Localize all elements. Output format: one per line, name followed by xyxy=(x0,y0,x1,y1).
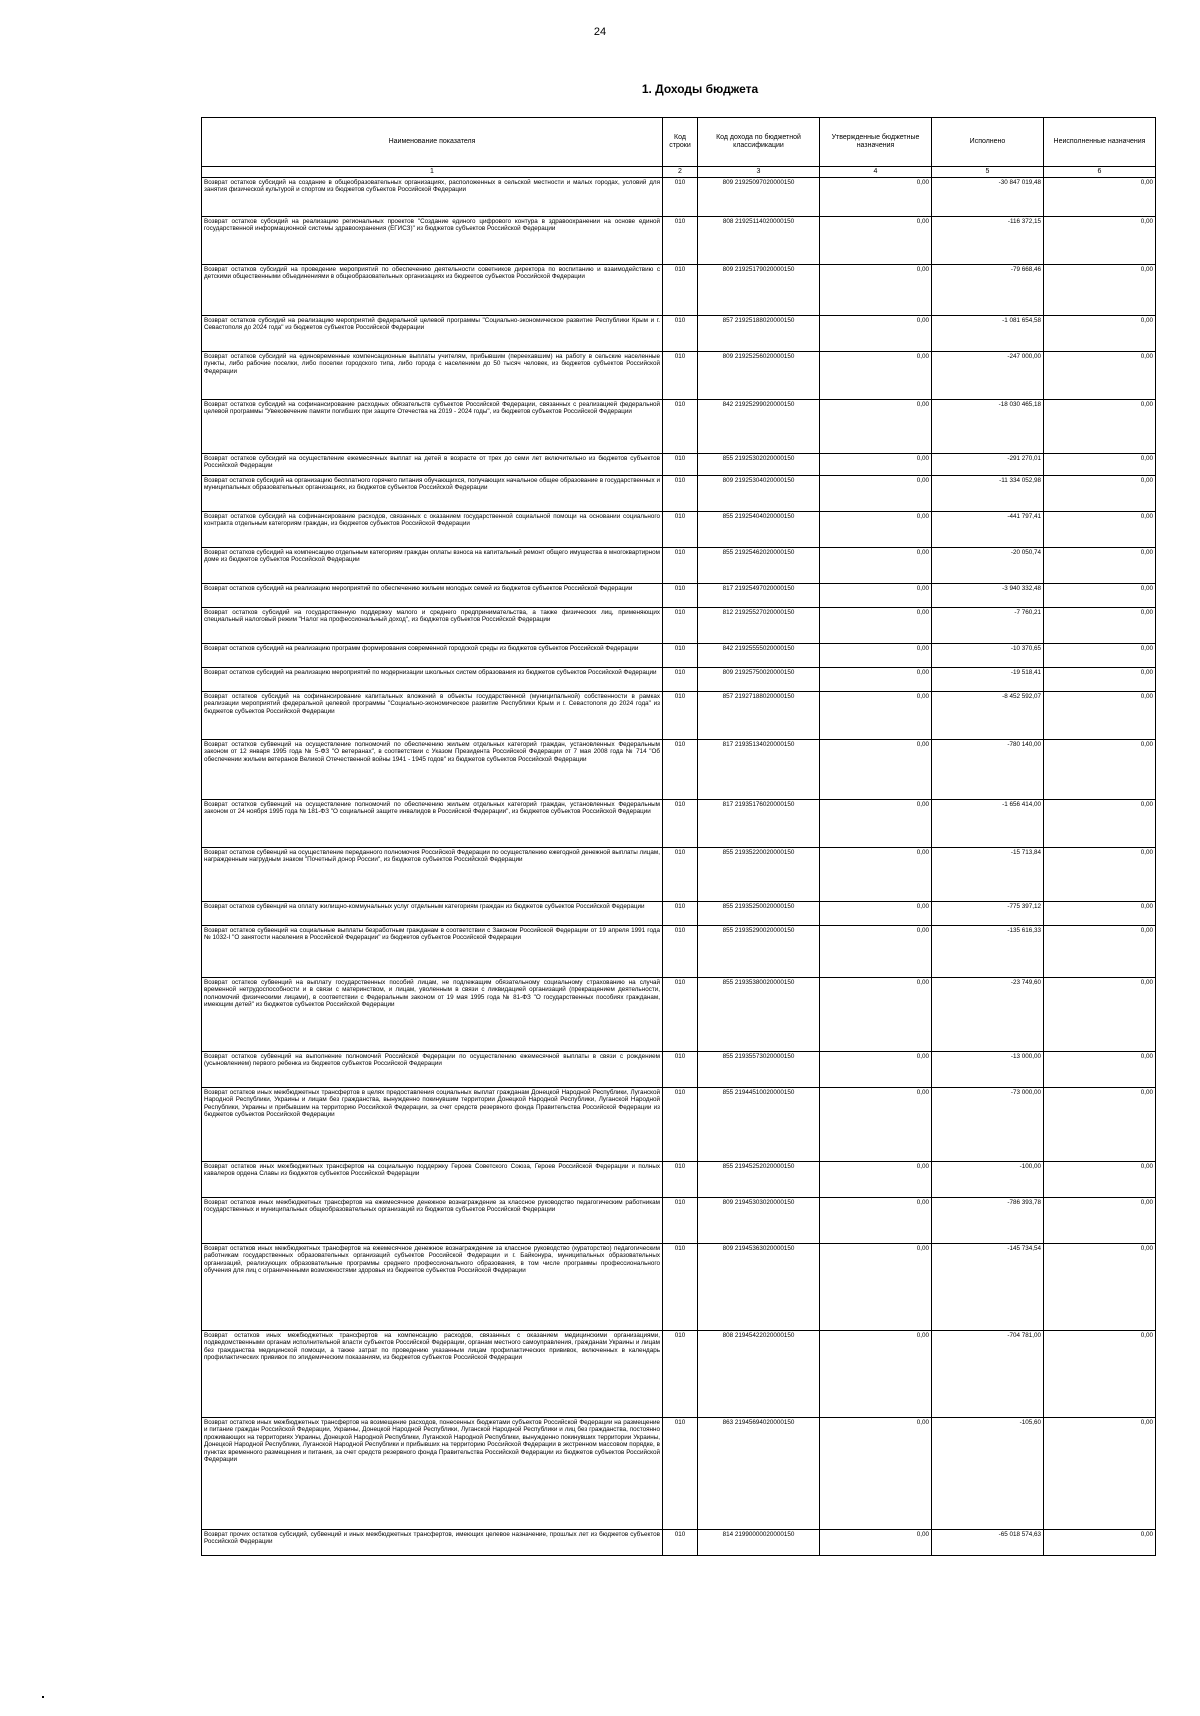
row-executed: -7 760,21 xyxy=(932,608,1044,644)
table-row xyxy=(202,178,1156,217)
row-income-code: 863 21945694020000150 xyxy=(698,1418,820,1530)
row-unexecuted: 0,00 xyxy=(1044,454,1156,476)
row-name: Возврат остатков субсидий на реализацию региональных проектов "Создание единого цифрового контура в здравоохранении на основе единой государственной информационной системы здравоохранения (ЕГИСЗ)" из бюджетов субъектов Российской Федерации xyxy=(202,217,663,265)
row-name: Возврат остатков субвенций на осуществление переданного полномочия Российской Федерации по осуществлению ежегодной денежной выплаты лицам, награжденным нагрудным знаком "Почетный донор России", из бюджетов субъектов Российской Федерации xyxy=(202,848,663,902)
row-line-code: 010 xyxy=(663,644,698,668)
row-unexecuted: 0,00 xyxy=(1044,1244,1156,1331)
table-row xyxy=(202,217,1156,265)
row-unexecuted: 0,00 xyxy=(1044,548,1156,584)
row-name: Возврат остатков субсидий на единовременные компенсационные выплаты учителям, прибывшим (переехавшим) на работу в сельские населенные пункты, либо рабочие поселки, либо поселки городского типа, либо города с населением до 50 тысяч человек, из бюджетов субъектов Российской Федерации xyxy=(202,352,663,400)
row-executed: -1 081 654,58 xyxy=(932,316,1044,352)
row-unexecuted: 0,00 xyxy=(1044,800,1156,848)
row-income-code: 809 21925304020000150 xyxy=(698,476,820,512)
row-executed: -105,60 xyxy=(932,1418,1044,1530)
row-unexecuted: 0,00 xyxy=(1044,512,1156,548)
row-line-code: 010 xyxy=(663,454,698,476)
row-line-code: 010 xyxy=(663,800,698,848)
row-executed: -247 000,00 xyxy=(932,352,1044,400)
row-approved: 0,00 xyxy=(820,692,932,740)
row-unexecuted: 0,00 xyxy=(1044,217,1156,265)
col-number: 3 xyxy=(698,167,820,178)
row-approved: 0,00 xyxy=(820,1198,932,1244)
row-approved: 0,00 xyxy=(820,584,932,608)
row-unexecuted: 0,00 xyxy=(1044,265,1156,316)
row-name: Возврат остатков субвенций на осуществление полномочий по обеспечению жильем отдельных категорий граждан, установленных Федеральным законом от 12 января 1995 года № 5-ФЗ "О ветеранах", в соответствии с Указом Президента Российской Федерации от 7 мая 2008 года № 714 "Об обеспечении жильем ветеранов Великой Отечественной войны 1941 - 1945 годов" из бюджетов субъектов Российской Федерации xyxy=(202,740,663,800)
row-executed: -100,00 xyxy=(932,1162,1044,1198)
col-number: 2 xyxy=(663,167,698,178)
row-approved: 0,00 xyxy=(820,265,932,316)
row-approved: 0,00 xyxy=(820,1530,932,1556)
col-header-executed: Исполнено xyxy=(932,118,1044,167)
table-row xyxy=(202,400,1156,454)
row-unexecuted: 0,00 xyxy=(1044,668,1156,692)
row-income-code: 809 21945303020000150 xyxy=(698,1198,820,1244)
row-unexecuted: 0,00 xyxy=(1044,584,1156,608)
table-row xyxy=(202,548,1156,584)
income-table xyxy=(201,117,1156,1556)
row-approved: 0,00 xyxy=(820,217,932,265)
row-line-code: 010 xyxy=(663,1244,698,1331)
table-row xyxy=(202,668,1156,692)
row-income-code: 842 21925299020000150 xyxy=(698,400,820,454)
row-approved: 0,00 xyxy=(820,476,932,512)
row-approved: 0,00 xyxy=(820,316,932,352)
row-approved: 0,00 xyxy=(820,800,932,848)
row-line-code: 010 xyxy=(663,1052,698,1088)
row-line-code: 010 xyxy=(663,740,698,800)
row-executed: -775 397,12 xyxy=(932,902,1044,926)
table-row xyxy=(202,1162,1156,1198)
row-income-code: 809 21925179020000150 xyxy=(698,265,820,316)
table-row xyxy=(202,692,1156,740)
row-approved: 0,00 xyxy=(820,1331,932,1418)
row-executed: -73 000,00 xyxy=(932,1088,1044,1162)
row-income-code: 817 21935134020000150 xyxy=(698,740,820,800)
table-row xyxy=(202,800,1156,848)
row-unexecuted: 0,00 xyxy=(1044,1418,1156,1530)
row-line-code: 010 xyxy=(663,978,698,1052)
table-row xyxy=(202,316,1156,352)
row-line-code: 010 xyxy=(663,1331,698,1418)
row-unexecuted: 0,00 xyxy=(1044,178,1156,217)
row-line-code: 010 xyxy=(663,476,698,512)
row-name: Возврат остатков субсидий на софинансирование расходов, связанных с оказанием государственной социальной помощи на основании социального контракта отдельным категориям граждан, из бюджетов субъектов Российской Федерации xyxy=(202,512,663,548)
row-unexecuted: 0,00 xyxy=(1044,848,1156,902)
row-name: Возврат остатков субсидий на реализацию мероприятий по модернизации школьных систем образования из бюджетов субъектов Российской Федерации xyxy=(202,668,663,692)
row-unexecuted: 0,00 xyxy=(1044,978,1156,1052)
row-line-code: 010 xyxy=(663,352,698,400)
row-name: Возврат остатков субсидий на проведение мероприятий по обеспечению деятельности советников директора по воспитанию и взаимодействию с детскими общественными объединениями в общеобразовательных организациях из бюджетов субъектов Российской Федерации xyxy=(202,265,663,316)
row-name: Возврат остатков субсидий на компенсацию отдельным категориям граждан оплаты взноса на капитальный ремонт общего имущества в многоквартирном доме из бюджетов субъектов Российской Федерации xyxy=(202,548,663,584)
row-name: Возврат остатков иных межбюджетных трансфертов в целях предоставления социальных выплат гражданам Донецкой Народной Республики, Луганской Народной Республики, Украины и лицам без гражданства, вынужденно покинувшим территории Донецкой Народной Республики, Луганской Народной Республики, Украины и прибывшим на территорию Российской Федерации, за счет средств резервного фонда Правительства Российской Федерации из бюджетов субъектов Российской Федерации xyxy=(202,1088,663,1162)
col-number: 4 xyxy=(820,167,932,178)
row-line-code: 010 xyxy=(663,316,698,352)
row-approved: 0,00 xyxy=(820,1162,932,1198)
row-executed: -291 270,01 xyxy=(932,454,1044,476)
row-line-code: 010 xyxy=(663,692,698,740)
table-row xyxy=(202,926,1156,978)
row-approved: 0,00 xyxy=(820,178,932,217)
row-executed: -3 940 332,48 xyxy=(932,584,1044,608)
table-row xyxy=(202,265,1156,316)
table-row xyxy=(202,1331,1156,1418)
row-income-code: 809 21925256020000150 xyxy=(698,352,820,400)
row-executed: -15 713,84 xyxy=(932,848,1044,902)
table-row xyxy=(202,584,1156,608)
table-row xyxy=(202,740,1156,800)
scan-mark xyxy=(42,1696,44,1698)
row-unexecuted: 0,00 xyxy=(1044,1198,1156,1244)
row-name: Возврат остатков субсидий на реализацию программ формирования современной городской среды из бюджетов субъектов Российской Федерации xyxy=(202,644,663,668)
row-line-code: 010 xyxy=(663,1530,698,1556)
row-income-code: 809 21925750020000150 xyxy=(698,668,820,692)
row-unexecuted: 0,00 xyxy=(1044,644,1156,668)
row-executed: -10 370,65 xyxy=(932,644,1044,668)
row-name: Возврат остатков субсидий на организацию бесплатного горячего питания обучающихся, получающих начальное общее образование в государственных и муниципальных образовательных организациях, из бюджетов субъектов Российской Федерации xyxy=(202,476,663,512)
row-name: Возврат остатков субсидий на софинансирование расходных обязательств субъектов Российской Федерации, связанных с реализацией федеральной целевой программы "Увековечение памяти погибших при защите Отечества на 2019 - 2024 годы", из бюджетов субъектов Российской Федерации xyxy=(202,400,663,454)
row-unexecuted: 0,00 xyxy=(1044,692,1156,740)
table-row xyxy=(202,978,1156,1052)
row-name: Возврат остатков субвенций на оплату жилищно-коммунальных услуг отдельным категориям граждан из бюджетов субъектов Российской Федерации xyxy=(202,902,663,926)
row-approved: 0,00 xyxy=(820,1052,932,1088)
row-executed: -11 334 052,98 xyxy=(932,476,1044,512)
section-title: 1. Доходы бюджета xyxy=(641,82,759,96)
row-income-code: 809 21925097020000150 xyxy=(698,178,820,217)
row-approved: 0,00 xyxy=(820,1244,932,1331)
row-line-code: 010 xyxy=(663,1418,698,1530)
col-header-unexecuted: Неисполненные назначения xyxy=(1044,118,1156,167)
row-executed: -20 050,74 xyxy=(932,548,1044,584)
table-row xyxy=(202,1244,1156,1331)
row-executed: -30 847 019,48 xyxy=(932,178,1044,217)
row-executed: -786 393,78 xyxy=(932,1198,1044,1244)
row-line-code: 010 xyxy=(663,512,698,548)
row-line-code: 010 xyxy=(663,848,698,902)
row-name: Возврат остатков субвенций на социальные выплаты безработным гражданам в соответствии с Законом Российской Федерации от 19 апреля 1991 года № 1032-I "О занятости населения в Российской Федерации" из бюджетов субъектов Российской Федерации xyxy=(202,926,663,978)
table-row xyxy=(202,1088,1156,1162)
row-name: Возврат остатков субсидий на создание в общеобразовательных организациях, расположенных в сельской местности и малых городах, условий для занятия физической культурой и спортом из бюджетов субъектов Российской Федерации xyxy=(202,178,663,217)
row-executed: -23 749,60 xyxy=(932,978,1044,1052)
row-income-code: 855 21944510020000150 xyxy=(698,1088,820,1162)
row-executed: -65 018 574,63 xyxy=(932,1530,1044,1556)
row-approved: 0,00 xyxy=(820,902,932,926)
table-header xyxy=(202,118,1156,178)
row-name: Возврат остатков субвенций на осуществление полномочий по обеспечению жильем отдельных категорий граждан, установленных Федеральным законом от 24 ноября 1995 года № 181-ФЗ "О социальной защите инвалидов в Российской Федерации", из бюджетов субъектов Российской Федерации xyxy=(202,800,663,848)
row-income-code: 855 21935250020000150 xyxy=(698,902,820,926)
col-number: 5 xyxy=(932,167,1044,178)
row-name: Возврат остатков субвенций на выполнение полномочий Российской Федерации по осуществлению ежемесячной выплаты в связи с рождением (усыновлением) первого ребенка из бюджетов субъектов Российской Федерации xyxy=(202,1052,663,1088)
row-line-code: 010 xyxy=(663,926,698,978)
row-income-code: 855 21925462020000150 xyxy=(698,548,820,584)
table-row xyxy=(202,352,1156,400)
row-name: Возврат остатков субвенций на выплату государственных пособий лицам, не подлежащим обязательному социальному страхованию на случай временной нетрудоспособности и в связи с материнством, и лицам, уволенным в связи с ликвидацией организаций (прекращением деятельности, полномочий физическими лицами), в соответствии с Федеральным законом от 19 мая 1995 года № 81-ФЗ "О государственных пособиях гражданам, имеющим детей" из бюджетов субъектов Российской Федерации xyxy=(202,978,663,1052)
row-approved: 0,00 xyxy=(820,400,932,454)
row-executed: -8 452 592,07 xyxy=(932,692,1044,740)
row-income-code: 855 21935573020000150 xyxy=(698,1052,820,1088)
row-unexecuted: 0,00 xyxy=(1044,476,1156,512)
row-executed: -19 518,41 xyxy=(932,668,1044,692)
row-income-code: 855 21925404020000150 xyxy=(698,512,820,548)
row-name: Возврат остатков иных межбюджетных трансфертов на социальную поддержку Героев Советского Союза, Героев Российской Федерации и полных кавалеров ордена Славы из бюджетов субъектов Российской Федерации xyxy=(202,1162,663,1198)
row-line-code: 010 xyxy=(663,548,698,584)
row-line-code: 010 xyxy=(663,1162,698,1198)
row-line-code: 010 xyxy=(663,178,698,217)
page-number: 24 xyxy=(593,26,607,38)
row-executed: -116 372,15 xyxy=(932,217,1044,265)
row-unexecuted: 0,00 xyxy=(1044,352,1156,400)
row-income-code: 817 21925497020000150 xyxy=(698,584,820,608)
table-row xyxy=(202,454,1156,476)
row-unexecuted: 0,00 xyxy=(1044,1162,1156,1198)
row-approved: 0,00 xyxy=(820,644,932,668)
row-approved: 0,00 xyxy=(820,848,932,902)
row-name: Возврат остатков субсидий на государственную поддержку малого и среднего предпринимательства, а также физических лиц, применяющих специальный налоговый режим "Налог на профессиональный доход", из бюджетов субъектов Российской Федерации xyxy=(202,608,663,644)
row-income-code: 809 21945363020000150 xyxy=(698,1244,820,1331)
col-header-approved: Утвержденные бюджетные назначения xyxy=(820,118,932,167)
row-income-code: 842 21925555020000150 xyxy=(698,644,820,668)
row-approved: 0,00 xyxy=(820,608,932,644)
row-approved: 0,00 xyxy=(820,740,932,800)
row-income-code: 855 21935220020000150 xyxy=(698,848,820,902)
row-unexecuted: 0,00 xyxy=(1044,316,1156,352)
row-name: Возврат остатков иных межбюджетных трансфертов на возмещение расходов, понесенных бюджетами субъектов Российской Федерации на размещение и питание граждан Российской Федерации, Украины, Донецкой Народной Республики, Луганской Народной Республики и лиц без гражданства, постоянно проживающих на территориях Украины, Донецкой Народной Республики, Луганской Народной Республики, вынужденно покинувших территории Украины, Донецкой Народной Республики, Луганской Народной Республики и прибывших на территорию Российской Федерации в экстренном массовом порядке, в пунктах временного размещения и питания, за счет средств резервного фонда Правительства Российской Федерации из бюджетов субъектов Российской Федерации xyxy=(202,1418,663,1530)
row-name: Возврат остатков субсидий на реализацию мероприятий федеральной целевой программы "Социально-экономическое развитие Республики Крым и г. Севастополя до 2024 года" из бюджетов субъектов Российской Федерации xyxy=(202,316,663,352)
row-income-code: 855 21925302020000150 xyxy=(698,454,820,476)
row-name: Возврат прочих остатков субсидий, субвенций и иных межбюджетных трансфертов, имеющих целевое назначение, прошлых лет из бюджетов субъектов Российской Федерации xyxy=(202,1530,663,1556)
col-number: 1 xyxy=(202,167,663,178)
row-income-code: 857 21927188020000150 xyxy=(698,692,820,740)
row-line-code: 010 xyxy=(663,1088,698,1162)
table-row xyxy=(202,902,1156,926)
row-unexecuted: 0,00 xyxy=(1044,1088,1156,1162)
row-line-code: 010 xyxy=(663,668,698,692)
row-line-code: 010 xyxy=(663,584,698,608)
row-income-code: 855 21935290020000150 xyxy=(698,926,820,978)
row-approved: 0,00 xyxy=(820,548,932,584)
row-executed: -135 616,33 xyxy=(932,926,1044,978)
row-unexecuted: 0,00 xyxy=(1044,926,1156,978)
row-name: Возврат остатков иных межбюджетных трансфертов на компенсацию расходов, связанных с оказанием медицинскими организациями, подведомственными органам исполнительной власти субъектов Российской Федерации, органам местного самоуправления, гражданам Украины и лицам без гражданства медицинской помощи, а также затрат по проведению указанным лицам профилактических прививок, включенных в календарь профилактических прививок по эпидемическим показаниям, из бюджетов субъектов Российской Федерации xyxy=(202,1331,663,1418)
table-row xyxy=(202,644,1156,668)
row-executed: -79 668,46 xyxy=(932,265,1044,316)
table-row xyxy=(202,1052,1156,1088)
col-header-line-code: Код строки xyxy=(663,118,698,167)
row-name: Возврат остатков иных межбюджетных трансфертов на ежемесячное денежное вознаграждение за классное руководство педагогическим работникам государственных и муниципальных общеобразовательных организаций из бюджетов субъектов Российской Федерации xyxy=(202,1198,663,1244)
table-row xyxy=(202,1530,1156,1556)
row-executed: -704 781,00 xyxy=(932,1331,1044,1418)
row-approved: 0,00 xyxy=(820,1088,932,1162)
row-name: Возврат остатков субсидий на осуществление ежемесячных выплат на детей в возрасте от трех до семи лет включительно из бюджетов субъектов Российской Федерации xyxy=(202,454,663,476)
row-approved: 0,00 xyxy=(820,978,932,1052)
row-approved: 0,00 xyxy=(820,352,932,400)
row-unexecuted: 0,00 xyxy=(1044,902,1156,926)
row-line-code: 010 xyxy=(663,265,698,316)
row-income-code: 855 21945252020000150 xyxy=(698,1162,820,1198)
row-executed: -780 140,00 xyxy=(932,740,1044,800)
row-income-code: 814 21990000020000150 xyxy=(698,1530,820,1556)
row-unexecuted: 0,00 xyxy=(1044,740,1156,800)
row-executed: -441 797,41 xyxy=(932,512,1044,548)
table-row xyxy=(202,476,1156,512)
row-executed: -18 030 465,18 xyxy=(932,400,1044,454)
table-body xyxy=(202,178,1156,1556)
row-name: Возврат остатков субсидий на софинансирование капитальных вложений в объекты государственной (муниципальной) собственности в рамках реализации мероприятий федеральной целевой программы "Социально-экономическое развитие Республики Крым и г. Севастополя до 2024 года" из бюджетов субъектов Российской Федерации xyxy=(202,692,663,740)
col-header-income-code: Код дохода по бюджетной классификации xyxy=(698,118,820,167)
row-line-code: 010 xyxy=(663,902,698,926)
row-executed: -145 734,54 xyxy=(932,1244,1044,1331)
row-approved: 0,00 xyxy=(820,668,932,692)
row-unexecuted: 0,00 xyxy=(1044,608,1156,644)
row-income-code: 808 21925114020000150 xyxy=(698,217,820,265)
row-unexecuted: 0,00 xyxy=(1044,400,1156,454)
row-name: Возврат остатков субсидий на реализацию мероприятий по обеспечению жильем молодых семей из бюджетов субъектов Российской Федерации xyxy=(202,584,663,608)
row-approved: 0,00 xyxy=(820,454,932,476)
table-row xyxy=(202,1198,1156,1244)
table-row xyxy=(202,608,1156,644)
row-unexecuted: 0,00 xyxy=(1044,1530,1156,1556)
row-income-code: 857 21925188020000150 xyxy=(698,316,820,352)
table-row xyxy=(202,1418,1156,1530)
col-header-name: Наименование показателя xyxy=(202,118,663,167)
row-unexecuted: 0,00 xyxy=(1044,1331,1156,1418)
table-row xyxy=(202,848,1156,902)
row-line-code: 010 xyxy=(663,217,698,265)
row-income-code: 817 21935176020000150 xyxy=(698,800,820,848)
row-line-code: 010 xyxy=(663,608,698,644)
row-executed: -1 656 414,00 xyxy=(932,800,1044,848)
row-line-code: 010 xyxy=(663,1198,698,1244)
row-name: Возврат остатков иных межбюджетных трансфертов на ежемесячное денежное вознаграждение за классное руководство (кураторство) педагогическим работникам государственных образовательных организаций субъектов Российской Федерации и г. Байконура, муниципальных образовательных организаций, реализующих образовательные программы среднего профессионального образования, в том числе программы профессионального обучения для лиц с ограниченными возможностями здоровья из бюджетов субъектов Российской Федерации xyxy=(202,1244,663,1331)
col-number: 6 xyxy=(1044,167,1156,178)
row-approved: 0,00 xyxy=(820,926,932,978)
row-income-code: 855 21935380020000150 xyxy=(698,978,820,1052)
row-executed: -13 000,00 xyxy=(932,1052,1044,1088)
row-approved: 0,00 xyxy=(820,512,932,548)
row-approved: 0,00 xyxy=(820,1418,932,1530)
row-unexecuted: 0,00 xyxy=(1044,1052,1156,1088)
row-line-code: 010 xyxy=(663,400,698,454)
row-income-code: 812 21925527020000150 xyxy=(698,608,820,644)
table-row xyxy=(202,512,1156,548)
row-income-code: 808 21945422020000150 xyxy=(698,1331,820,1418)
